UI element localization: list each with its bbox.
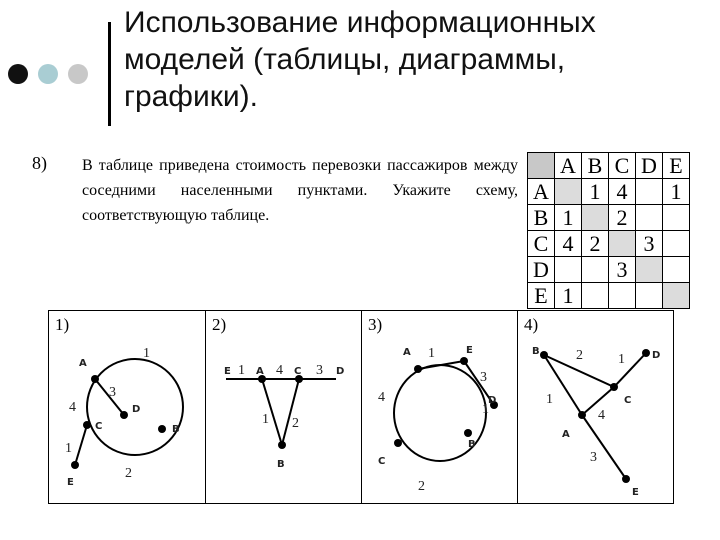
matrix-corner [528, 153, 555, 179]
option-3-weight-ae: 1 [428, 346, 435, 361]
bullet-dot-black [8, 64, 28, 84]
option-2-node-d-label: D [336, 366, 345, 377]
option-2-edge-cb [282, 379, 299, 445]
matrix-cell [555, 179, 582, 205]
matrix-row-header: B [528, 205, 555, 231]
option-4-weight-bc: 2 [576, 348, 583, 363]
option-3-label: 3) [368, 315, 383, 334]
matrix-cell [636, 283, 663, 309]
cost-matrix [527, 152, 690, 309]
matrix-cell: 3 [636, 231, 663, 257]
option-1-node-e-label: E [67, 477, 74, 488]
option-3-node-b [464, 429, 472, 437]
matrix-row [528, 179, 690, 205]
matrix-cell [663, 283, 690, 309]
option-2-weight-ea: 1 [238, 363, 245, 378]
bullet-dot-gray [68, 64, 88, 84]
option-4-panel[interactable] [517, 311, 674, 503]
option-4-graph [518, 311, 674, 503]
matrix-cell: 1 [555, 283, 582, 309]
matrix-row [528, 283, 690, 309]
answer-options [48, 310, 674, 504]
option-1-node-c-label: C [95, 421, 103, 432]
matrix-col-header: E [663, 153, 690, 179]
header-divider [108, 22, 111, 126]
title-line-1: Использование информационных [124, 6, 596, 39]
matrix-cell [663, 205, 690, 231]
matrix-cell: 2 [609, 205, 636, 231]
bullet-dot-teal [38, 64, 58, 84]
option-1-node-c [83, 421, 91, 429]
option-1-weight-ab: 1 [143, 346, 150, 361]
matrix-cell [636, 257, 663, 283]
title-line-2: моделей (таблицы, диаграммы, [124, 43, 566, 76]
option-4-node-c-label: C [624, 395, 632, 406]
matrix-cell [636, 179, 663, 205]
option-3-node-d-label: D [488, 395, 497, 406]
option-1-node-e [71, 461, 79, 469]
option-4-node-d [642, 349, 650, 357]
matrix-cell [582, 283, 609, 309]
matrix-row [528, 231, 690, 257]
option-4-weight-ae: 3 [590, 450, 597, 465]
option-4-node-d-label: D [652, 350, 661, 361]
option-2-weight-cd: 3 [316, 363, 323, 378]
matrix-header-row [528, 153, 690, 179]
option-1-node-b-label: B [172, 424, 180, 435]
option-1-weight-ac: 4 [69, 400, 76, 415]
option-4-label: 4) [524, 315, 539, 334]
option-2-label: 2) [212, 315, 227, 334]
matrix-cell: 3 [609, 257, 636, 283]
matrix-col-header: D [636, 153, 663, 179]
option-1-node-a-label: A [79, 358, 87, 369]
matrix-row [528, 257, 690, 283]
option-3-node-a-label: A [403, 347, 411, 358]
title-line-3: графики). [124, 80, 258, 113]
option-1-graph [49, 311, 205, 503]
option-1-panel[interactable] [49, 311, 205, 503]
slide-title [124, 4, 684, 115]
matrix-cell [636, 205, 663, 231]
option-1-node-a [91, 375, 99, 383]
matrix-row [528, 205, 690, 231]
option-3-node-e-label: E [466, 345, 473, 356]
option-2-weight-ac: 4 [276, 363, 283, 378]
option-3-weight-ac: 4 [378, 390, 385, 405]
matrix-cell [582, 205, 609, 231]
matrix-cell: 4 [609, 179, 636, 205]
option-2-node-c-label: C [294, 366, 302, 377]
option-3-graph [362, 311, 518, 503]
option-3-weight-cb: 2 [418, 479, 425, 494]
option-1-weight-ce: 1 [65, 441, 72, 456]
matrix-cell: 1 [582, 179, 609, 205]
option-3-weight-ab: 1 [482, 402, 489, 417]
option-3-node-e [460, 357, 468, 365]
option-3-panel[interactable] [361, 311, 518, 503]
option-3-node-c [394, 439, 402, 447]
matrix-cell [663, 231, 690, 257]
option-4-node-e-label: E [632, 487, 639, 498]
option-4-node-b-label: B [532, 346, 540, 357]
matrix-cell: 1 [555, 205, 582, 231]
matrix-col-header: A [555, 153, 582, 179]
option-3-weight-ed: 3 [480, 370, 487, 385]
option-1-label: 1) [55, 315, 70, 334]
option-2-node-e-label: E [224, 366, 231, 377]
matrix-cell: 2 [582, 231, 609, 257]
option-1-node-d [120, 411, 128, 419]
option-2-node-b-label: B [277, 459, 285, 470]
question-number: 8) [32, 153, 47, 173]
option-2-node-a-label: A [256, 366, 264, 377]
option-2-weight-cb: 2 [292, 416, 299, 431]
option-4-edge-ae [582, 415, 626, 479]
matrix-row-header: D [528, 257, 555, 283]
option-2-node-b [278, 441, 286, 449]
matrix-col-header: C [609, 153, 636, 179]
question-text: В таблице приведена стоимость перевозки пассажиров между соседними населенными пунктами. Укажите схему, соответствующую таблице. [82, 157, 518, 224]
option-4-node-c [610, 383, 618, 391]
option-4-node-a-label: A [562, 429, 570, 440]
matrix-cell [582, 257, 609, 283]
option-2-weight-ab: 1 [262, 412, 269, 427]
matrix-row-header: C [528, 231, 555, 257]
option-4-node-e [622, 475, 630, 483]
option-3-node-a [414, 365, 422, 373]
option-3-node-c-label: C [378, 456, 386, 467]
option-1-weight-ad: 3 [109, 385, 116, 400]
matrix-row-header: E [528, 283, 555, 309]
matrix-cell [663, 257, 690, 283]
matrix-cell [609, 283, 636, 309]
option-2-graph [206, 311, 362, 503]
matrix-col-header: B [582, 153, 609, 179]
matrix-cell [609, 231, 636, 257]
option-2-panel[interactable] [205, 311, 362, 503]
option-1-node-b [158, 425, 166, 433]
matrix-cell: 4 [555, 231, 582, 257]
option-4-node-b [540, 351, 548, 359]
option-1-edge-ce [75, 425, 87, 465]
option-4-weight-ac: 4 [598, 408, 605, 423]
option-4-weight-ba: 1 [546, 392, 553, 407]
matrix-cell: 1 [663, 179, 690, 205]
option-4-weight-cd: 1 [618, 352, 625, 367]
option-1-node-d-label: D [132, 404, 141, 415]
matrix-row-header: A [528, 179, 555, 205]
matrix-cell [555, 257, 582, 283]
option-3-node-b-label: B [468, 439, 476, 450]
option-4-node-a [578, 411, 586, 419]
option-1-weight-cb: 2 [125, 466, 132, 481]
